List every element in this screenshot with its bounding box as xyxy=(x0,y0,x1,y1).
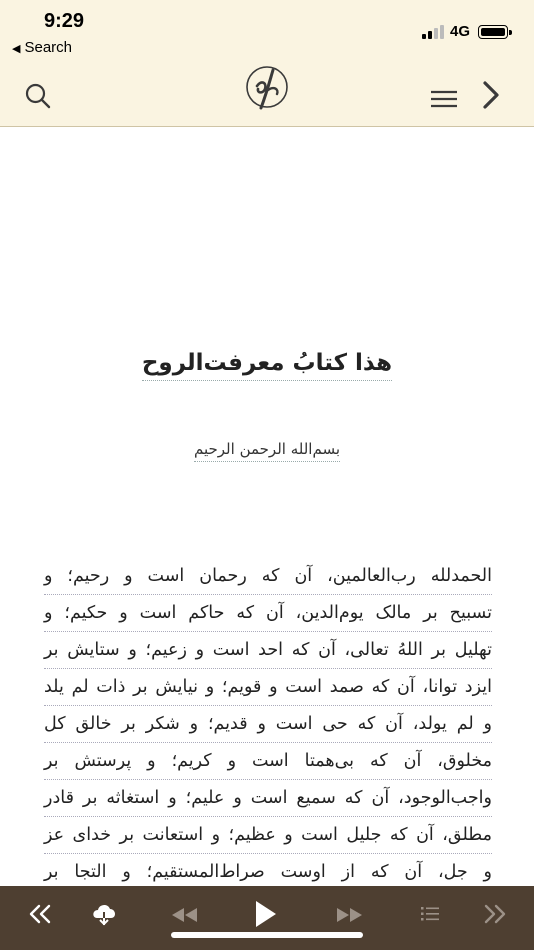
battery-icon xyxy=(478,25,508,39)
navigation-bar xyxy=(0,62,534,127)
reader-content[interactable] xyxy=(0,128,534,886)
audio-player-bar xyxy=(0,886,534,950)
basmala xyxy=(0,440,534,458)
double-chevron-left-icon[interactable] xyxy=(28,904,52,928)
hamburger-menu-icon[interactable] xyxy=(431,90,457,108)
text-line: و لم یولد، آن که حی است و قدیم؛ و شکر بر خالق کل xyxy=(44,706,492,743)
basmala-text: بسم‌الله الرحمن الرحیم xyxy=(194,440,340,462)
calligraphy-logo-icon xyxy=(243,56,291,116)
search-icon[interactable] xyxy=(24,82,52,110)
book-title xyxy=(0,350,534,376)
back-triangle-icon: ◀ xyxy=(12,43,21,55)
text-line: مطلق، آن که جلیل است و عظیم؛ و استعانت بر خدای عز xyxy=(44,817,492,854)
text-line: و جل، آن که از اوست صراط‌المستقیم؛ و التجا بر xyxy=(44,854,492,891)
status-time: 9:29 xyxy=(44,10,85,32)
book-body-text xyxy=(44,558,492,928)
double-chevron-right-icon[interactable] xyxy=(483,904,507,928)
network-type: 4G xyxy=(450,23,471,40)
text-line: تهلیل بر اللهُ تعالی، آن که احد است و زعیم؛ و ستایش بر xyxy=(44,632,492,669)
fast-forward-icon[interactable] xyxy=(336,907,362,926)
back-search-label: Search xyxy=(24,39,72,56)
text-line: واجب‌الوجود، آن که سمیع است و علیم؛ و استغاثه بر قادر xyxy=(44,780,492,817)
rewind-icon[interactable] xyxy=(172,907,198,926)
book-title-text: هذا کتابُ معرفت‌الروح xyxy=(142,350,392,381)
home-indicator[interactable] xyxy=(171,932,363,938)
text-line: الحمدلله رب‌العالمین، آن که رحمان است و رحیم؛ و xyxy=(44,558,492,595)
cloud-download-icon[interactable] xyxy=(90,901,118,931)
play-icon[interactable] xyxy=(255,900,277,932)
text-line: مخلوق، آن که بی‌همتا است و کریم؛ و پرستش بر xyxy=(44,743,492,780)
text-line: ایزد توانا، آن که صمد است و قویم؛ و نیایش بر ذات لم یلد xyxy=(44,669,492,706)
status-bar xyxy=(0,0,534,62)
text-line: تسبیح بر مالک یوم‌الدین، آن که حاکم است و حکیم؛ و xyxy=(44,595,492,632)
back-to-search-link[interactable] xyxy=(12,39,72,56)
list-icon[interactable] xyxy=(421,906,439,926)
cellular-signal-icon xyxy=(422,25,446,39)
chevron-right-icon[interactable] xyxy=(480,80,502,110)
